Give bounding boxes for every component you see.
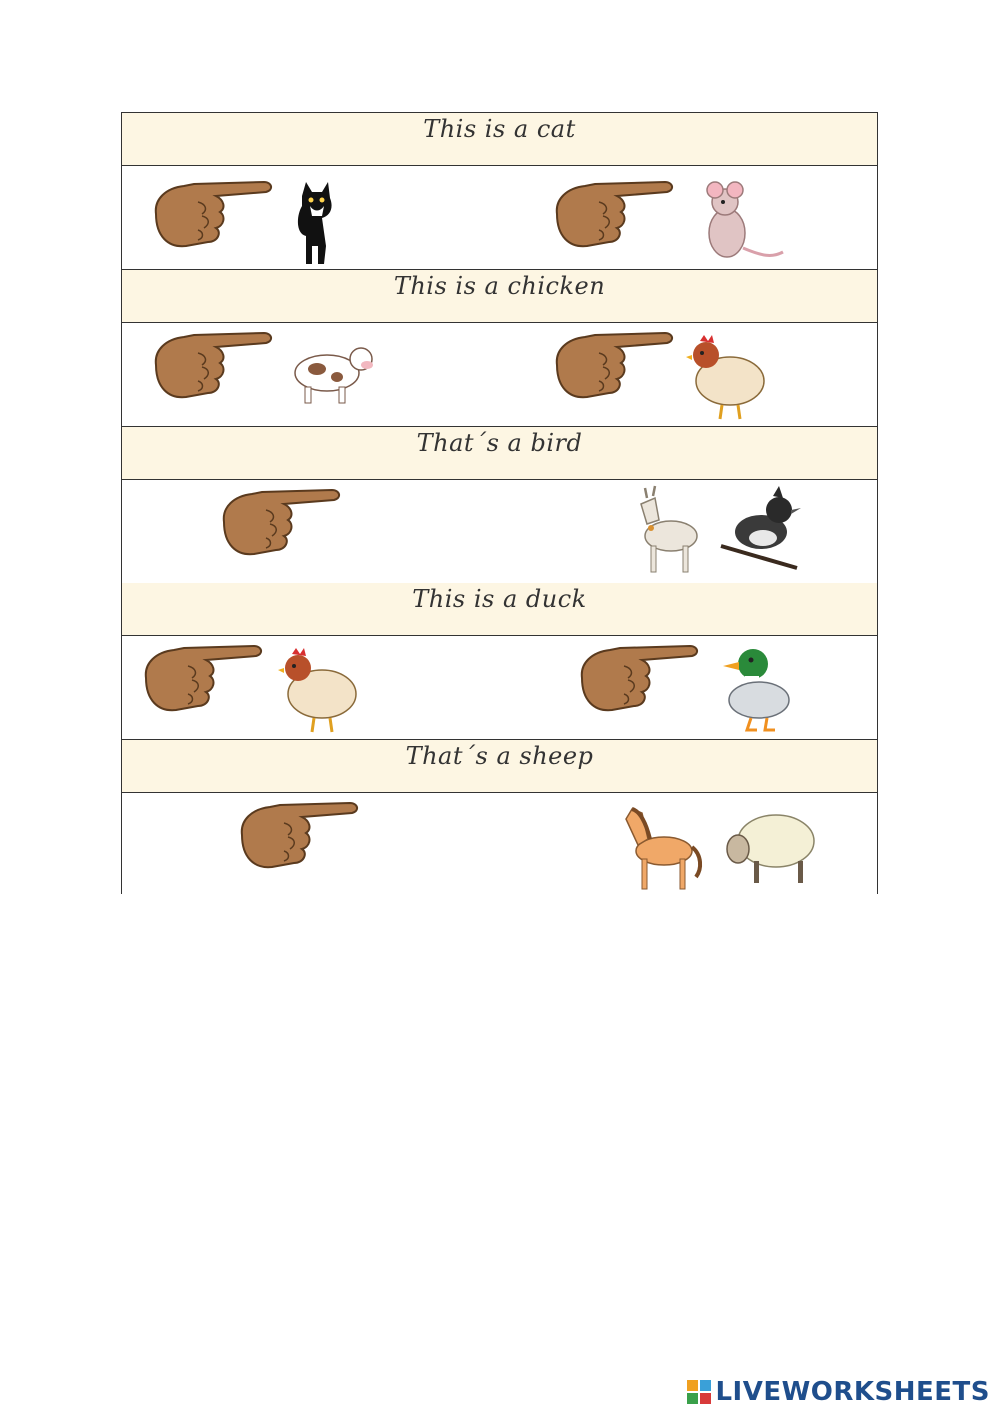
pointing-hand-icon[interactable] <box>572 638 702 718</box>
liveworksheets-logo-icon <box>687 1380 711 1404</box>
sentence-row-1 <box>122 113 877 166</box>
mouse-icon[interactable] <box>687 178 787 268</box>
sentence-text: This is a cat <box>423 115 576 143</box>
sentence-text: This is a chicken <box>393 272 606 300</box>
picture-row-3 <box>122 480 877 584</box>
picture-row-1 <box>122 166 877 270</box>
chicken-icon[interactable] <box>274 642 364 737</box>
goat-icon[interactable] <box>627 484 707 579</box>
cow-icon[interactable] <box>287 337 382 407</box>
pointing-hand-icon[interactable] <box>547 325 677 405</box>
pointing-hand-icon[interactable] <box>232 795 362 875</box>
sentence-text: That´s a bird <box>416 429 583 457</box>
horse-icon[interactable] <box>612 799 707 894</box>
sheep-icon[interactable] <box>720 801 820 886</box>
bird-icon[interactable] <box>717 486 807 576</box>
pointing-hand-icon[interactable] <box>136 638 266 718</box>
chicken-icon[interactable] <box>682 329 772 424</box>
picture-row-4 <box>122 636 877 740</box>
worksheet-table <box>121 112 878 894</box>
sentence-row-2 <box>122 270 877 323</box>
picture-row-2 <box>122 323 877 427</box>
pointing-hand-icon[interactable] <box>146 174 276 254</box>
pointing-hand-icon[interactable] <box>146 325 276 405</box>
sentence-text: That´s a sheep <box>405 742 594 770</box>
sentence-row-5 <box>122 740 877 793</box>
sentence-text: This is a duck <box>412 585 587 613</box>
pointing-hand-icon[interactable] <box>214 482 344 562</box>
liveworksheets-logo <box>687 1377 990 1407</box>
sentence-row-3 <box>122 427 877 480</box>
logo-text: LIVEWORKSHEETS <box>715 1377 990 1407</box>
cat-icon[interactable] <box>282 176 352 266</box>
sentence-row-4 <box>122 583 877 636</box>
picture-row-5 <box>122 793 877 897</box>
duck-icon[interactable] <box>717 640 797 735</box>
pointing-hand-icon[interactable] <box>547 174 677 254</box>
